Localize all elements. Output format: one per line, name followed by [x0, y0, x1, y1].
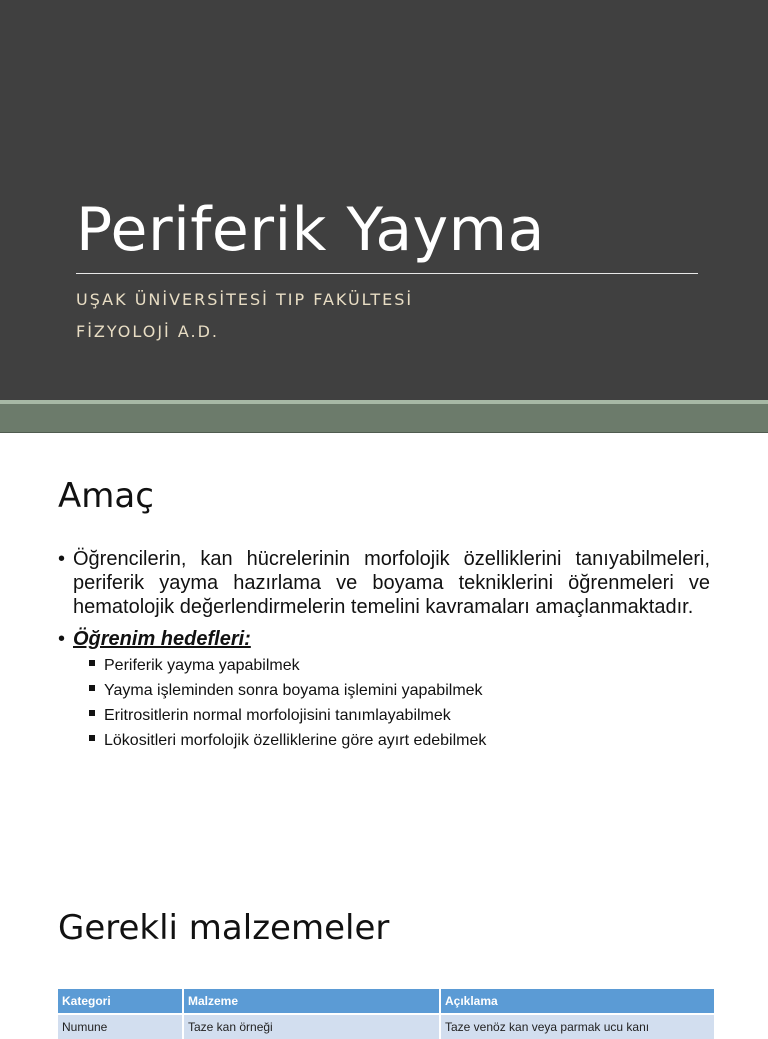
slide-separator-band [0, 404, 768, 432]
slide-title: Periferik Yayma [76, 195, 545, 265]
goal-text: Yayma işleminden sonra boyama işlemini yapabilmek [104, 682, 483, 699]
aim-paragraph-bullet [58, 547, 710, 619]
goals-list [86, 653, 710, 753]
aim-content [58, 547, 710, 753]
column-header-category: Kategori [58, 989, 183, 1014]
subtitle-institution: UŞAK ÜNİVERSİTESİ TIP FAKÜLTESİ [76, 290, 414, 309]
goal-text: Lökositleri morfolojik özelliklerine göre ayırt edebilmek [104, 732, 487, 749]
goal-item [86, 678, 710, 703]
goal-item [86, 728, 710, 753]
goal-item [86, 703, 710, 728]
slide-separator-edge [0, 432, 768, 433]
goal-item [86, 653, 710, 678]
materials-heading: Gerekli malzemeler [58, 908, 390, 948]
table-row [58, 1014, 715, 1039]
subtitle-department: FİZYOLOJİ A.D. [76, 322, 219, 341]
goal-text: Eritrositlerin normal morfolojisini tanımlayabilmek [104, 707, 451, 724]
goals-heading: Öğrenim hedefleri: [73, 628, 251, 650]
table-header-row [58, 989, 715, 1014]
materials-table [58, 989, 716, 1039]
aim-heading: Amaç [58, 476, 154, 516]
bullet-marker: • [58, 548, 66, 570]
cell-category: Numune [58, 1014, 183, 1039]
square-bullet-icon [89, 660, 95, 666]
goals-heading-bullet [58, 627, 710, 651]
column-header-material: Malzeme [183, 989, 440, 1014]
title-divider [76, 273, 698, 274]
bullet-marker: • [58, 628, 66, 650]
column-header-description: Açıklama [440, 989, 715, 1014]
title-slide [0, 0, 768, 400]
aim-paragraph: Öğrencilerin, kan hücrelerinin morfolojik özelliklerini tanıyabilmeleri, periferik yayma hazırlama ve boyama tekniklerini öğrenmeleri ve hematolojik değerlendirmelerin temelini kavramaları amaçlanmaktadır. [73, 548, 710, 618]
cell-material: Taze kan örneği [183, 1014, 440, 1039]
square-bullet-icon [89, 685, 95, 691]
slide-subtitle [76, 284, 413, 348]
goal-text: Periferik yayma yapabilmek [104, 657, 300, 674]
square-bullet-icon [89, 710, 95, 716]
square-bullet-icon [89, 735, 95, 741]
cell-description: Taze venöz kan veya parmak ucu kanı [440, 1014, 715, 1039]
